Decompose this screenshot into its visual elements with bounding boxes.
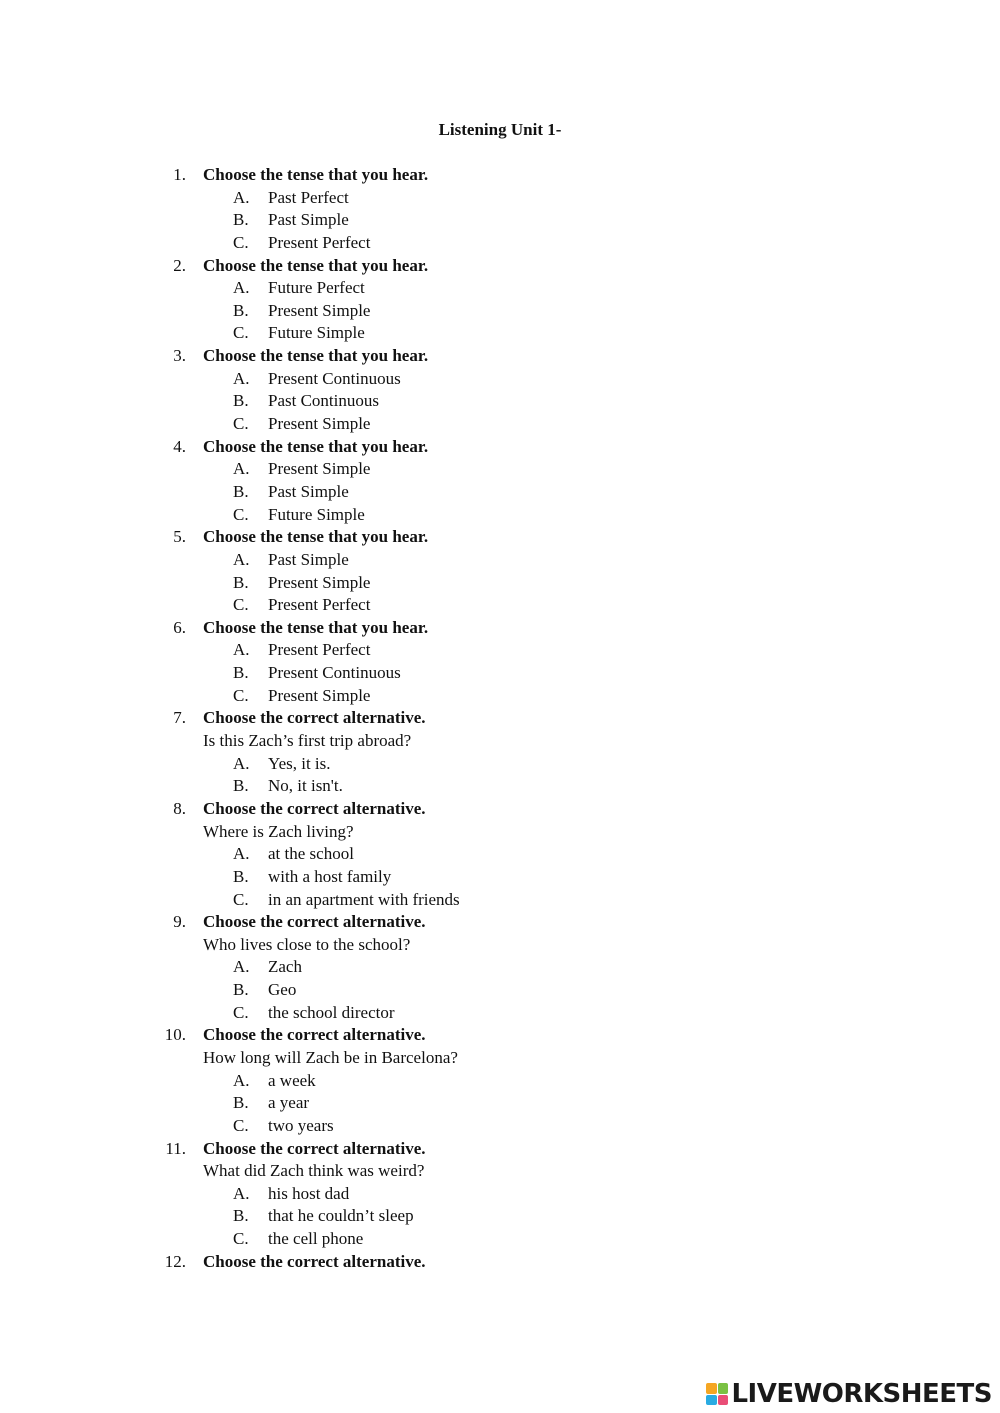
answer-option <box>0 481 1000 504</box>
answer-option <box>0 685 1000 708</box>
question-number: 1. <box>173 165 186 184</box>
question-number: 10. <box>164 1025 186 1045</box>
question-subtext-row <box>0 934 1000 957</box>
option-letter: A. <box>233 278 250 298</box>
option-text: Future Simple <box>268 504 365 524</box>
option-letter: C. <box>233 1115 249 1135</box>
option-text: his host dad <box>268 1183 350 1203</box>
option-letter: B. <box>233 210 249 230</box>
option-text: Past Simple <box>268 481 349 501</box>
option-letter: B. <box>233 980 249 1000</box>
answer-option <box>0 458 1000 481</box>
option-letter: A. <box>233 957 250 977</box>
option-text: Present Perfect <box>268 640 371 660</box>
option-letter: C. <box>233 1229 249 1249</box>
answer-option <box>0 1002 1000 1025</box>
option-letter: A. <box>233 549 250 569</box>
answer-option <box>0 187 1000 210</box>
question-prompt: Choose the tense that you hear. <box>203 255 429 275</box>
question-row <box>0 345 1000 368</box>
option-text: Future Simple <box>268 323 365 343</box>
brand-logo <box>706 1378 992 1410</box>
option-text: Yes, it is. <box>268 753 331 773</box>
option-letter: A. <box>233 1070 250 1090</box>
option-letter: B. <box>233 1206 249 1226</box>
liveworksheets-logo-icon <box>706 1383 728 1405</box>
option-letter: A. <box>233 753 250 773</box>
option-letter: C. <box>233 595 249 615</box>
option-text: Present Simple <box>268 414 371 434</box>
question-row <box>0 526 1000 549</box>
question-subtext-row <box>0 1160 1000 1183</box>
question-number: 6. <box>173 617 186 637</box>
option-text: two years <box>268 1115 334 1135</box>
option-text: Zach <box>268 957 302 977</box>
brand-text: LIVEWORKSHEETS <box>731 1379 992 1409</box>
answer-option <box>0 639 1000 662</box>
option-letter: B. <box>233 776 249 796</box>
question-row <box>0 164 1000 187</box>
answer-option <box>0 277 1000 300</box>
answer-option <box>0 866 1000 889</box>
question-number: 3. <box>173 346 186 366</box>
question-row <box>0 255 1000 278</box>
option-letter: B. <box>233 663 249 683</box>
answer-option <box>0 300 1000 323</box>
option-letter: A. <box>233 459 250 479</box>
option-text: Present Continuous <box>268 368 401 388</box>
option-text: that he couldn’t sleep <box>268 1206 414 1226</box>
question-subtext: Is this Zach’s first trip abroad? <box>203 731 412 751</box>
question-row <box>0 707 1000 730</box>
answer-option <box>0 413 1000 436</box>
question-list <box>0 164 1000 1273</box>
question-number: 8. <box>173 798 186 818</box>
option-letter: A. <box>233 640 250 660</box>
question-number: 2. <box>173 255 186 275</box>
option-text: Present Simple <box>268 685 371 705</box>
option-text: Present Perfect <box>268 232 371 252</box>
question-subtext: How long will Zach be in Barcelona? <box>203 1047 458 1067</box>
question-row <box>0 1251 1000 1274</box>
question-prompt: Choose the correct alternative. <box>203 1138 426 1158</box>
answer-option <box>0 232 1000 255</box>
option-text: Past Continuous <box>268 391 379 411</box>
option-text: Past Simple <box>268 210 349 230</box>
answer-option <box>0 322 1000 345</box>
question-number: 5. <box>173 527 186 547</box>
answer-option <box>0 549 1000 572</box>
answer-option <box>0 1070 1000 1093</box>
option-text: the cell phone <box>268 1229 364 1249</box>
question-row <box>0 911 1000 934</box>
option-letter: B. <box>233 481 249 501</box>
question-row <box>0 1024 1000 1047</box>
question-subtext-row <box>0 1047 1000 1070</box>
option-letter: C. <box>233 414 249 434</box>
option-letter: C. <box>233 504 249 524</box>
option-text: Future Perfect <box>268 278 365 298</box>
option-text: Present Simple <box>268 572 371 592</box>
question-prompt: Choose the correct alternative. <box>203 1025 426 1045</box>
answer-option <box>0 504 1000 527</box>
option-text: Present Simple <box>268 459 371 479</box>
question-prompt: Choose the tense that you hear. <box>203 617 429 637</box>
option-text: No, it isn't. <box>268 776 343 796</box>
question-subtext: Where is Zach living? <box>203 821 354 841</box>
option-letter: B. <box>233 300 249 320</box>
option-text: a week <box>268 1070 316 1090</box>
option-text: with a host family <box>268 866 392 886</box>
option-letter: B. <box>233 391 249 411</box>
question-prompt: Choose the tense that you hear. <box>203 436 429 456</box>
question-prompt: Choose the correct alternative. <box>203 708 426 728</box>
question-subtext-row <box>0 730 1000 753</box>
answer-option <box>0 209 1000 232</box>
option-text: Present Simple <box>268 300 371 320</box>
option-text: Past Perfect <box>268 187 349 207</box>
option-text: in an apartment with friends <box>268 889 460 909</box>
question-number: 7. <box>173 708 186 728</box>
page-title: Listening Unit 1- <box>438 120 562 139</box>
question-number: 9. <box>173 912 186 932</box>
option-letter: A. <box>233 844 250 864</box>
question-row <box>0 1138 1000 1161</box>
answer-option <box>0 956 1000 979</box>
question-subtext: Who lives close to the school? <box>203 934 411 954</box>
question-number: 11. <box>165 1138 186 1158</box>
answer-option <box>0 390 1000 413</box>
answer-option <box>0 889 1000 912</box>
question-subtext: What did Zach think was weird? <box>203 1161 425 1181</box>
option-letter: B. <box>233 572 249 592</box>
answer-option <box>0 572 1000 595</box>
question-row <box>0 798 1000 821</box>
question-row <box>0 617 1000 640</box>
option-letter: C. <box>233 1002 249 1022</box>
question-prompt: Choose the correct alternative. <box>203 912 426 932</box>
answer-option <box>0 1228 1000 1251</box>
question-prompt: Choose the tense that you hear. <box>203 527 429 547</box>
question-prompt: Choose the correct alternative. <box>203 798 426 818</box>
answer-option <box>0 843 1000 866</box>
answer-option <box>0 368 1000 391</box>
option-text: a year <box>268 1093 310 1113</box>
option-letter: C. <box>233 323 249 343</box>
option-letter: A. <box>233 187 250 207</box>
option-text: Past Simple <box>268 549 349 569</box>
option-letter: B. <box>233 866 249 886</box>
answer-option <box>0 1115 1000 1138</box>
answer-option <box>0 979 1000 1002</box>
question-prompt: Choose the correct alternative. <box>203 1251 426 1271</box>
option-letter: C. <box>233 232 249 252</box>
question-number: 12. <box>164 1251 186 1271</box>
option-letter: A. <box>233 1183 250 1203</box>
answer-option <box>0 1092 1000 1115</box>
question-row <box>0 436 1000 459</box>
option-letter: C. <box>233 889 249 909</box>
option-text: Present Continuous <box>268 663 401 683</box>
question-number: 4. <box>173 436 186 456</box>
option-text: Present Perfect <box>268 595 371 615</box>
option-text: at the school <box>268 844 354 864</box>
question-prompt: Choose the tense that you hear. <box>203 165 429 184</box>
answer-option <box>0 775 1000 798</box>
question-subtext-row <box>0 821 1000 844</box>
answer-option <box>0 1205 1000 1228</box>
answer-option <box>0 594 1000 617</box>
option-text: the school director <box>268 1002 395 1022</box>
option-text: Geo <box>268 980 297 1000</box>
answer-option <box>0 1183 1000 1206</box>
answer-option <box>0 662 1000 685</box>
answer-option <box>0 753 1000 776</box>
option-letter: B. <box>233 1093 249 1113</box>
question-prompt: Choose the tense that you hear. <box>203 346 429 366</box>
option-letter: A. <box>233 368 250 388</box>
option-letter: C. <box>233 685 249 705</box>
